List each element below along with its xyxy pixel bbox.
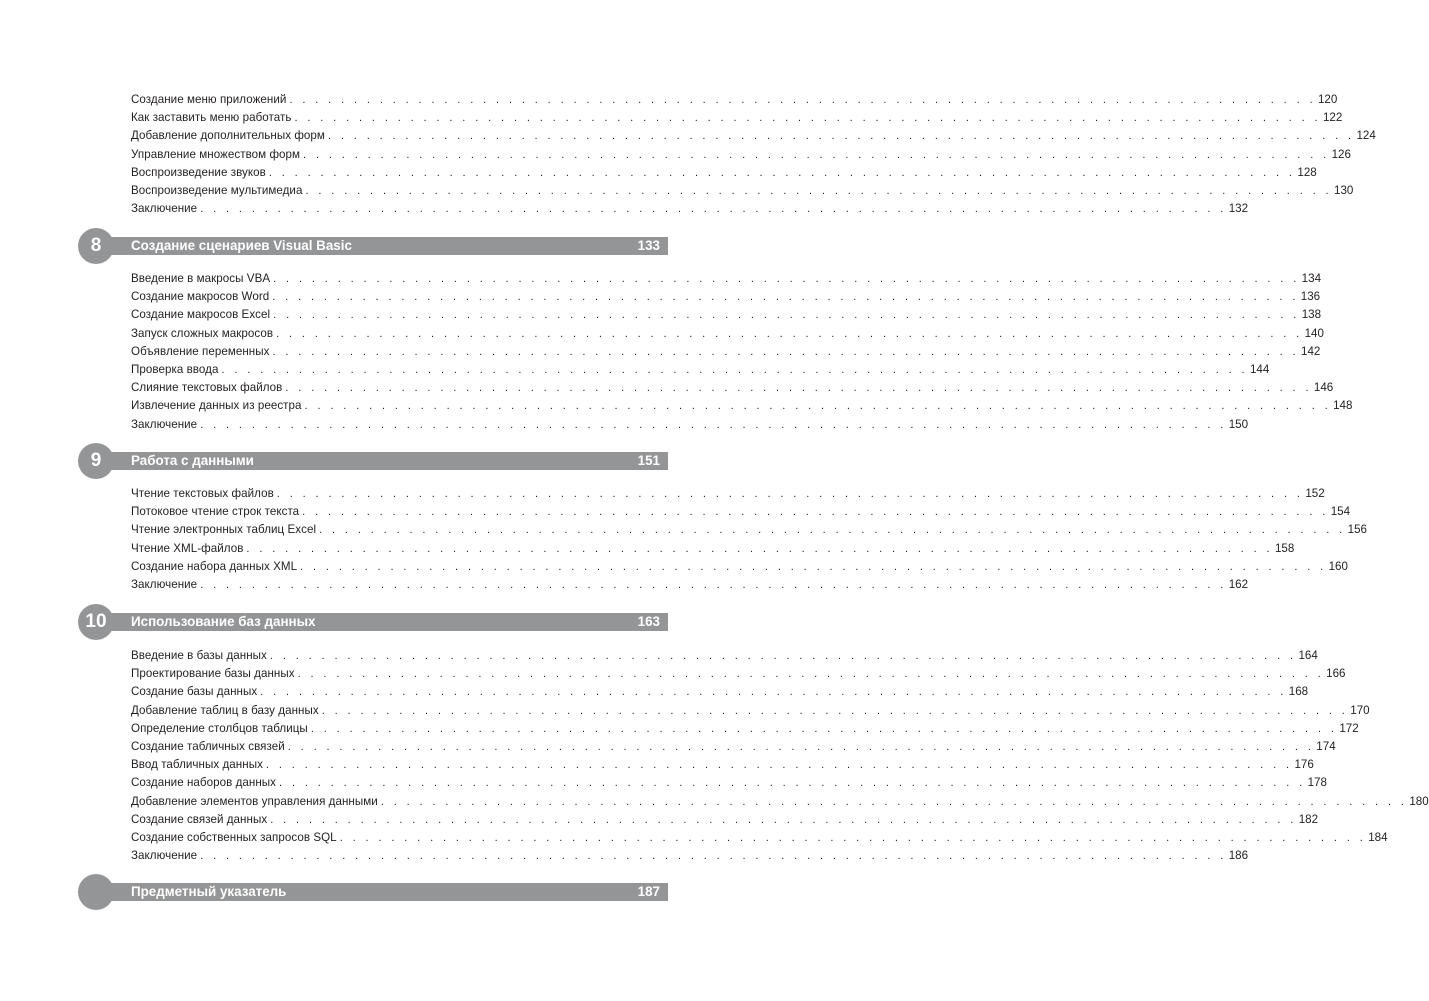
toc-entry[interactable]	[131, 361, 1270, 379]
dot-leader: . . . . . . . . . . . . . . . . . . . . . . . . . . . . . . . . . . . . . . . . . . . . . . . . . . . . . . . . . . . . . . . . . . . . . . . . . . . . . . . .	[270, 813, 1297, 826]
dot-leader: . . . . . . . . . . . . . . . . . . . . . . . . . . . . . . . . . . . . . . . . . . . . . . . . . . . . . . . . . . . . . . . . . . . . . . . . . . . . . . . .	[380, 795, 1408, 808]
dot-leader: . . . . . . . . . . . . . . . . . . . . . . . . . . . . . . . . . . . . . . . . . . . . . . . . . . . . . . . . . . . . . . . . . . . . . . . . . . . . . . . .	[221, 363, 1248, 376]
entry-title: Извлечение данных из реестра	[131, 399, 302, 413]
toc-section-chapter-8	[131, 270, 1353, 434]
toc-entry[interactable]	[131, 793, 1429, 811]
dot-leader: . . . . . . . . . . . . . . . . . . . . . . . . . . . . . . . . . . . . . . . . . . . . . . . . . . . . . . . . . . . . . . . . . . . . . . . . . . . . . . . .	[246, 542, 1273, 555]
dot-leader: . . . . . . . . . . . . . . . . . . . . . . . . . . . . . . . . . . . . . . . . . . . . . . . . . . . . . . . . . . . . . . . . . . . . . . . . . . . . . . . .	[339, 831, 1367, 844]
entry-title: Чтение текстовых файлов	[131, 487, 274, 500]
toc-entry[interactable]	[131, 847, 1249, 865]
entry-page: 154	[1330, 505, 1351, 519]
entry-page: 180	[1409, 794, 1429, 808]
toc-entry[interactable]	[131, 521, 1367, 539]
toc-entry[interactable]	[131, 397, 1353, 415]
toc-entry[interactable]	[131, 91, 1338, 109]
entry-title: Управление множеством форм	[131, 147, 301, 161]
dot-leader: . . . . . . . . . . . . . . . . . . . . . . . . . . . . . . . . . . . . . . . . . . . . . . . . . . . . . . . . . . . . . . . . . . . . . . . . . . . . . . . .	[273, 273, 1300, 285]
entry-title: Введение в базы данных	[131, 649, 267, 662]
toc-entry[interactable]	[131, 558, 1348, 576]
entry-page: 182	[1298, 812, 1319, 826]
entry-title: Слияние текстовых файлов	[131, 381, 283, 395]
toc-entry[interactable]	[131, 647, 1318, 665]
entry-page: 160	[1328, 559, 1348, 573]
entry-page: 184	[1368, 830, 1388, 844]
entry-page: 134	[1301, 272, 1322, 285]
toc-section-chapter-10	[131, 647, 1429, 865]
entry-page: 176	[1294, 758, 1314, 772]
dot-leader: . . . . . . . . . . . . . . . . . . . . . . . . . . . . . . . . . . . . . . . . . . . . . . . . . . . . . . . . . . . . . . . . . . . . . . . . . . . . . . . .	[265, 759, 1293, 772]
entry-page: 162	[1228, 577, 1249, 591]
chapter-page: 187	[637, 884, 660, 899]
entry-page: 174	[1316, 739, 1336, 753]
chapter-number-circle: 9	[78, 443, 114, 479]
toc-entry[interactable]	[131, 503, 1351, 521]
entry-page: 136	[1300, 290, 1321, 304]
toc-entry[interactable]	[131, 270, 1322, 288]
entry-title: Введение в макросы VBA	[131, 272, 271, 285]
toc-entry[interactable]	[131, 164, 1317, 182]
entry-title: Как заставить меню работать	[131, 111, 292, 125]
dot-leader: . . . . . . . . . . . . . . . . . . . . . . . . . . . . . . . . . . . . . . . . . . . . . . . . . . . . . . . . . . . . . . . . . . . . . . . . . . . . . . . .	[303, 148, 1330, 161]
dot-leader: . . . . . . . . . . . . . . . . . . . . . . . . . . . . . . . . . . . . . . . . . . . . . . . . . . . . . . . . . . . . . . . . . . . . . . . . . . . . . . . .	[321, 704, 1349, 717]
entry-title: Создание макросов Word	[131, 290, 270, 304]
dot-leader: . . . . . . . . . . . . . . . . . . . . . . . . . . . . . . . . . . . . . . . . . . . . . . . . . . . . . . . . . . . . . . . . . . . . . . . . . . . . . . . .	[200, 418, 1227, 431]
dot-leader: . . . . . . . . . . . . . . . . . . . . . . . . . . . . . . . . . . . . . . . . . . . . . . . . . . . . . . . . . . . . . . . . . . . . . . . . . . . . . . . .	[305, 184, 1332, 197]
toc-entry[interactable]	[131, 306, 1322, 324]
entry-page: 122	[1322, 111, 1343, 125]
dot-leader: . . . . . . . . . . . . . . . . . . . . . . . . . . . . . . . . . . . . . . . . . . . . . . . . . . . . . . . . . . . . . . . . . . . . . . . . . . . . . . . .	[200, 203, 1227, 216]
entry-title: Чтение электронных таблиц Excel	[131, 523, 317, 537]
toc-entry[interactable]	[131, 720, 1359, 738]
entry-page: 164	[1298, 649, 1318, 662]
entry-page: 170	[1350, 703, 1370, 717]
entry-page: 124	[1356, 129, 1376, 143]
entry-title: Заключение	[131, 577, 198, 591]
entry-page: 142	[1301, 344, 1321, 358]
dot-leader: . . . . . . . . . . . . . . . . . . . . . . . . . . . . . . . . . . . . . . . . . . . . . . . . . . . . . . . . . . . . . . . . . . . . . . . . . . . . . . . .	[272, 345, 1300, 358]
dot-leader: . . . . . . . . . . . . . . . . . . . . . . . . . . . . . . . . . . . . . . . . . . . . . . . . . . . . . . . . . . . . . . . . . . . . . . . . . . . . . . . .	[304, 400, 1332, 413]
entry-page: 178	[1307, 776, 1327, 790]
entry-title: Создание набора данных XML	[131, 559, 298, 573]
dot-leader: . . . . . . . . . . . . . . . . . . . . . . . . . . . . . . . . . . . . . . . . . . . . . . . . . . . . . . . . . . . . . . . . . . . . . . . . . . . . . . . .	[268, 166, 1296, 179]
toc-entry[interactable]	[131, 146, 1351, 164]
entry-page: 140	[1304, 326, 1324, 340]
dot-leader: . . . . . . . . . . . . . . . . . . . . . . . . . . . . . . . . . . . . . . . . . . . . . . . . . . . . . . . . . . . . . . . . . . . . . . . . . . . . . . . .	[285, 382, 1312, 395]
dot-leader: . . . . . . . . . . . . . . . . . . . . . . . . . . . . . . . . . . . . . . . . . . . . . . . . . . . . . . . . . . . . . . . . . . . . . . . . . . . . . . . .	[200, 850, 1227, 863]
entry-title: Создание наборов данных	[131, 776, 277, 790]
toc-entry[interactable]	[131, 127, 1376, 145]
entry-title: Запуск сложных макросов	[131, 326, 274, 340]
chapter-number-circle: 10	[78, 604, 114, 640]
dot-leader: . . . . . . . . . . . . . . . . . . . . . . . . . . . . . . . . . . . . . . . . . . . . . . . . . . . . . . . . . . . . . . . . . . . . . . . . . . . . . . . .	[276, 488, 1304, 500]
entry-title: Ввод табличных данных	[131, 758, 263, 772]
entry-title: Проектирование базы данных	[131, 667, 295, 681]
entry-title: Объявление переменных	[131, 344, 270, 358]
chapter-page: 151	[637, 453, 660, 468]
entry-page: 172	[1339, 721, 1359, 735]
dot-leader: . . . . . . . . . . . . . . . . . . . . . . . . . . . . . . . . . . . . . . . . . . . . . . . . . . . . . . . . . . . . . . . . . . . . . . . . . . . . . . . .	[276, 327, 1303, 340]
entry-page: 156	[1347, 523, 1367, 537]
entry-title: Создание макросов Excel	[131, 308, 271, 322]
entry-page: 150	[1228, 417, 1249, 431]
entry-page: 144	[1249, 362, 1270, 376]
chapter-number-circle	[78, 874, 114, 910]
entry-page: 138	[1301, 308, 1322, 322]
chapter-title: Работа с данными	[131, 453, 254, 468]
entry-title: Определение столбцов таблицы	[131, 721, 308, 735]
toc-entry[interactable]	[131, 576, 1249, 594]
toc-entry[interactable]	[131, 200, 1249, 218]
entry-title: Чтение XML-файлов	[131, 541, 244, 555]
dot-leader: . . . . . . . . . . . . . . . . . . . . . . . . . . . . . . . . . . . . . . . . . . . . . . . . . . . . . . . . . . . . . . . . . . . . . . . . . . . . . . . .	[260, 686, 1287, 699]
dot-leader: . . . . . . . . . . . . . . . . . . . . . . . . . . . . . . . . . . . . . . . . . . . . . . . . . . . . . . . . . . . . . . . . . . . . . . . . . . . . . . . .	[302, 506, 1329, 519]
entry-title: Потоковое чтение строк текста	[131, 505, 300, 519]
toc-entry[interactable]	[131, 811, 1319, 829]
entry-title: Создание табличных связей	[131, 739, 285, 753]
entry-title: Создание базы данных	[131, 685, 258, 699]
chapter-page: 133	[637, 238, 660, 253]
entry-page: 166	[1326, 667, 1346, 681]
dot-leader: . . . . . . . . . . . . . . . . . . . . . . . . . . . . . . . . . . . . . . . . . . . . . . . . . . . . . . . . . . . . . . . . . . . . . . . . . . . . . . . .	[287, 740, 1315, 753]
dot-leader: . . . . . . . . . . . . . . . . . . . . . . . . . . . . . . . . . . . . . . . . . . . . . . . . . . . . . . . . . . . . . . . . . . . . . . . . . . . . . . . .	[327, 130, 1355, 143]
toc-section-chapter-9	[131, 485, 1367, 594]
toc-entry[interactable]	[131, 325, 1324, 343]
entry-page: 158	[1274, 541, 1295, 555]
toc-entry[interactable]	[131, 485, 1325, 503]
entry-page: 148	[1333, 399, 1353, 413]
entry-title: Добавление таблиц в базу данных	[131, 703, 319, 717]
toc-entry[interactable]	[131, 288, 1321, 306]
entry-title: Заключение	[131, 849, 198, 863]
entry-page: 120	[1317, 93, 1338, 106]
dot-leader: . . . . . . . . . . . . . . . . . . . . . . . . . . . . . . . . . . . . . . . . . . . . . . . . . . . . . . . . . . . . . . . . . . . . . . . . . . . . . . . .	[273, 309, 1300, 322]
toc-entry[interactable]	[131, 540, 1295, 558]
dot-leader: . . . . . . . . . . . . . . . . . . . . . . . . . . . . . . . . . . . . . . . . . . . . . . . . . . . . . . . . . . . . . . . . . . . . . . . . . . . . . . . .	[300, 560, 1327, 573]
toc-entry[interactable]	[131, 702, 1370, 720]
entry-title: Заключение	[131, 417, 198, 431]
toc-entry[interactable]	[131, 416, 1249, 434]
toc-entry[interactable]	[131, 738, 1336, 756]
entry-page: 132	[1228, 202, 1249, 216]
entry-page: 128	[1297, 165, 1317, 179]
entry-title: Добавление элементов управления данными	[131, 794, 378, 808]
entry-title: Создание меню приложений	[131, 93, 287, 106]
chapter-title: Использование баз данных	[131, 614, 316, 629]
dot-leader: . . . . . . . . . . . . . . . . . . . . . . . . . . . . . . . . . . . . . . . . . . . . . . . . . . . . . . . . . . . . . . . . . . . . . . . . . . . . . . . .	[294, 112, 1321, 125]
dot-leader: . . . . . . . . . . . . . . . . . . . . . . . . . . . . . . . . . . . . . . . . . . . . . . . . . . . . . . . . . . . . . . . . . . . . . . . . . . . . . . . .	[319, 524, 1346, 537]
entry-page: 146	[1313, 381, 1334, 395]
entry-title: Воспроизведение мультимедиа	[131, 183, 303, 197]
toc-entry[interactable]	[131, 683, 1309, 701]
dot-leader: . . . . . . . . . . . . . . . . . . . . . . . . . . . . . . . . . . . . . . . . . . . . . . . . . . . . . . . . . . . . . . . . . . . . . . . . . . . . . . . .	[279, 777, 1306, 790]
toc-entry[interactable]	[131, 756, 1314, 774]
entry-page: 168	[1288, 685, 1309, 699]
toc-entry[interactable]	[131, 665, 1346, 683]
toc-entry[interactable]	[131, 109, 1343, 127]
chapter-title: Создание сценариев Visual Basic	[131, 238, 352, 253]
chapter-page: 163	[637, 614, 660, 629]
dot-leader: . . . . . . . . . . . . . . . . . . . . . . . . . . . . . . . . . . . . . . . . . . . . . . . . . . . . . . . . . . . . . . . . . . . . . . . . . . . . . . . .	[297, 668, 1325, 681]
dot-leader: . . . . . . . . . . . . . . . . . . . . . . . . . . . . . . . . . . . . . . . . . . . . . . . . . . . . . . . . . . . . . . . . . . . . . . . . . . . . . . . .	[272, 291, 1299, 304]
entry-page: 126	[1331, 147, 1351, 161]
entry-title: Создание собственных запросов SQL	[131, 830, 337, 844]
entry-title: Создание связей данных	[131, 812, 268, 826]
entry-page: 186	[1228, 849, 1249, 863]
toc-entry[interactable]	[131, 829, 1388, 847]
toc-section-continued	[131, 91, 1376, 218]
dot-leader: . . . . . . . . . . . . . . . . . . . . . . . . . . . . . . . . . . . . . . . . . . . . . . . . . . . . . . . . . . . . . . . . . . . . . . . . . . . . . . . .	[200, 578, 1227, 591]
toc-entry[interactable]	[131, 379, 1334, 397]
dot-leader: . . . . . . . . . . . . . . . . . . . . . . . . . . . . . . . . . . . . . . . . . . . . . . . . . . . . . . . . . . . . . . . . . . . . . . . . . . . . . . . .	[289, 94, 1316, 106]
chapter-number-circle: 8	[78, 228, 114, 264]
chapter-header-10[interactable]	[78, 604, 668, 640]
index-header[interactable]	[78, 874, 668, 910]
entry-title: Заключение	[131, 202, 198, 216]
entry-title: Добавление дополнительных форм	[131, 129, 325, 143]
chapter-header-8[interactable]	[78, 228, 668, 264]
chapter-header-9[interactable]	[78, 443, 668, 479]
toc-entry[interactable]	[131, 343, 1321, 361]
dot-leader: . . . . . . . . . . . . . . . . . . . . . . . . . . . . . . . . . . . . . . . . . . . . . . . . . . . . . . . . . . . . . . . . . . . . . . . . . . . . . . . .	[310, 722, 1338, 735]
entry-page: 152	[1305, 487, 1325, 500]
toc-entry[interactable]	[131, 774, 1327, 792]
dot-leader: . . . . . . . . . . . . . . . . . . . . . . . . . . . . . . . . . . . . . . . . . . . . . . . . . . . . . . . . . . . . . . . . . . . . . . . . . . . . . . . .	[269, 650, 1297, 662]
entry-page: 130	[1334, 183, 1354, 197]
entry-title: Проверка ввода	[131, 362, 219, 376]
toc-entry[interactable]	[131, 182, 1354, 200]
chapter-title: Предметный указатель	[131, 884, 287, 899]
entry-title: Воспроизведение звуков	[131, 165, 266, 179]
